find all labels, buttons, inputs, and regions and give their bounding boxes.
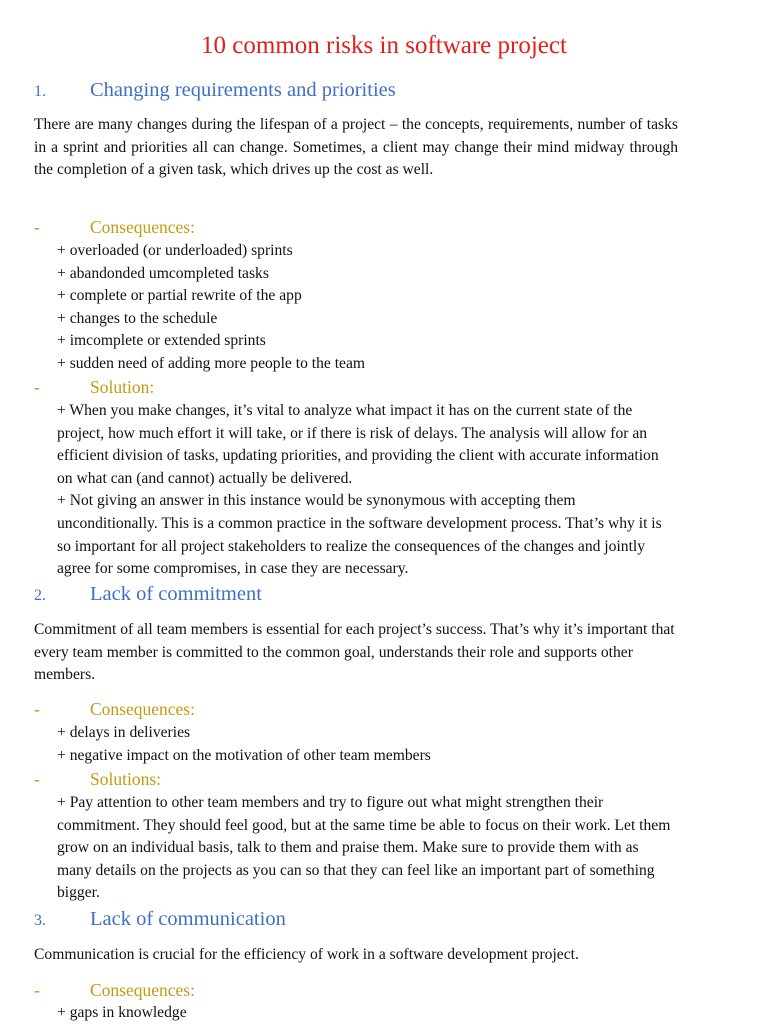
consequences-heading (34, 698, 195, 720)
list-item: + complete or partial rewrite of the app (57, 287, 302, 304)
section-intro: Commitment of all team members is essential for each project’s success. That’s why it’s important that every team member is committed to the common goal, understands their role and supports other members. (34, 621, 675, 684)
bullet-dash: - (34, 769, 40, 789)
consequences-list (57, 240, 365, 375)
solution-paragraph: + Not giving an answer in this instance would be synonymous with accepting them unconditionally. This is a common practice in the software development process. That’s why it is so important for all project stakeholders to realize the consequences of the changes and jointly agree for some compromises, in case they are necessary. (57, 492, 662, 578)
section-title: Lack of commitment (90, 583, 262, 605)
solution-paragraph: + When you make changes, it’s vital to analyze what impact it has on the current state of the project, how much effort it will take, or if there is risk of delays. The analysis will allow for an efficient division of tasks, updating priorities, and providing the client with accurate information on what can (and cannot) actually be delivered. (57, 402, 659, 487)
consequences-heading (34, 979, 195, 1001)
list-item: + changes to the schedule (57, 309, 218, 327)
section-number: 2. (34, 587, 46, 604)
consequences-label: Consequences: (90, 980, 195, 1000)
section-title: Changing requirements and priorities (90, 79, 396, 101)
section-number: 1. (34, 83, 46, 100)
consequences-label: Consequences: (90, 699, 195, 719)
solution-heading (34, 376, 154, 398)
section-number: 3. (34, 912, 46, 929)
list-item: + abandonded umcompleted tasks (57, 264, 269, 282)
solution-heading (34, 768, 161, 790)
list-item: + imcomplete or extended sprints (57, 332, 266, 349)
list-item: + sudden need of adding more people to the team (57, 354, 366, 372)
section-intro: There are many changes during the lifespan of a project – the concepts, requirements, number of tasks in a sprint and priorities all can change. Sometimes, a client may change their mind midway through the completion of a given task, which drives up the cost as well. (34, 116, 678, 179)
section-title: Lack of communication (90, 908, 286, 930)
bullet-dash: - (34, 217, 40, 237)
section-heading-2 (34, 581, 262, 609)
consequences-list (57, 1002, 187, 1025)
solution-paragraph: + Pay attention to other team members and try to figure out what might strengthen their commitment. They should feel good, but at the same time be able to focus on their work. Let them grow on an individual basis, talk to them and praise them. Make sure to provide them with as many details on the projects as you can so that they can feel like an important part of something bigger. (57, 794, 671, 902)
solution-label: Solutions: (90, 769, 161, 789)
section-heading-1 (34, 77, 396, 105)
bullet-dash: - (34, 699, 40, 719)
bullet-dash: - (34, 980, 40, 1000)
solution-text (57, 792, 677, 905)
list-item: + negative impact on the motivation of other team members (57, 746, 431, 764)
page-title: 10 common risks in software project (201, 32, 567, 59)
list-item: + gaps in knowledge (57, 1004, 187, 1021)
list-item: + overloaded (or underloaded) sprints (57, 242, 293, 259)
bullet-dash: - (34, 377, 40, 397)
solution-text (57, 400, 677, 581)
list-item: + delays in deliveries (57, 724, 191, 741)
section-heading-3 (34, 906, 286, 934)
section-intro: Communication is crucial for the efficiency of work in a software development project. (34, 946, 579, 963)
consequences-label: Consequences: (90, 217, 195, 237)
consequences-heading (34, 216, 195, 238)
solution-label: Solution: (90, 377, 155, 397)
consequences-list (57, 722, 431, 767)
